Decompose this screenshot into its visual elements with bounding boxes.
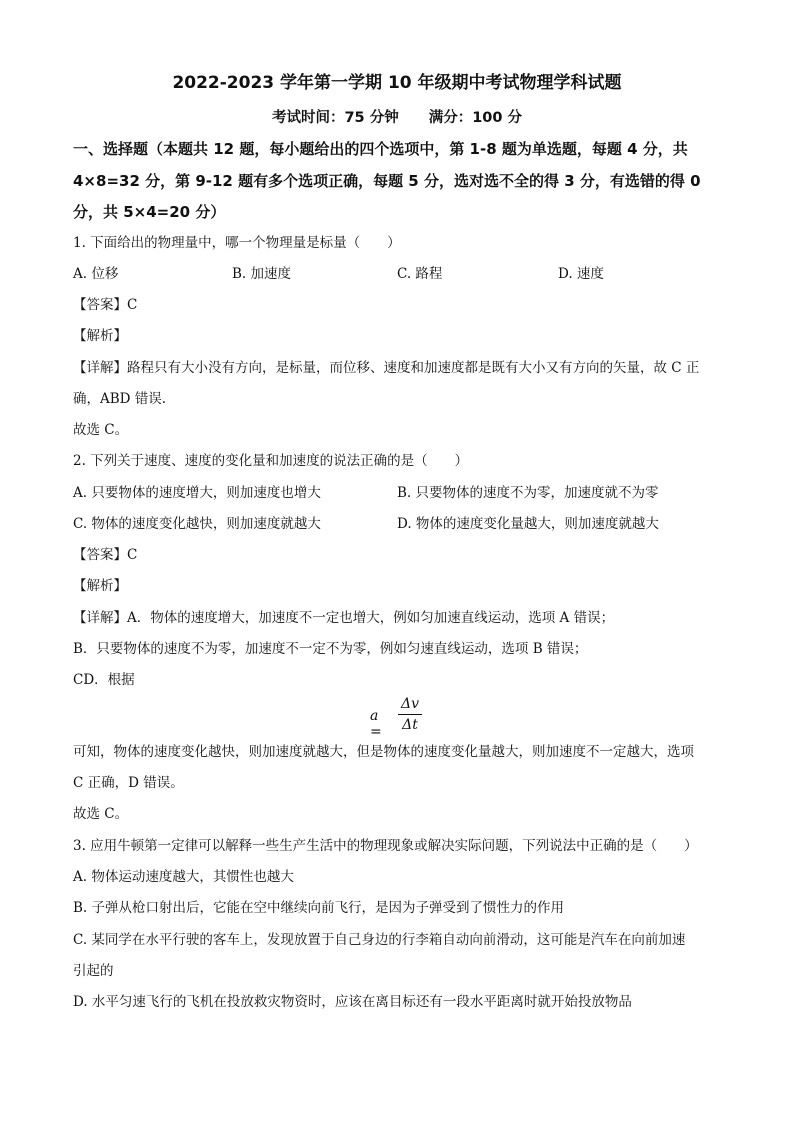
q2-detail-line-4: 可知，物体的速度变化越快，则加速度就越大，但是物体的速度变化量越大，则加速度不一定越大，选项 <box>73 744 694 760</box>
q2-choose: 故选 C。 <box>73 806 129 822</box>
q3-option-a: A. 物体运动速度越大，其惯性也越大 <box>73 869 294 885</box>
q2-detail-line-5: C 正确，D 错误。 <box>73 775 184 791</box>
formula-numerator: Δv <box>400 696 420 712</box>
q2-option-c: C. 物体的速度变化越快，则加速度就越大 <box>73 516 321 532</box>
q1-detail-line-1: 【详解】路程只有大小没有方向，是标量，而位移、速度和加速度都是既有大小又有方向的矢量，故 C 正 <box>73 360 700 376</box>
q1-option-a: A. 位移 <box>73 266 119 282</box>
q2-option-b: B. 只要物体的速度不为零，加速度就不为零 <box>397 485 659 501</box>
q1-choose: 故选 C。 <box>73 422 129 438</box>
page-title: 2022-2023 学年第一学期 10 年级期中考试物理学科试题 <box>172 73 622 93</box>
q2-detail-line-3: CD．根据 <box>73 672 135 688</box>
q3-option-c-line-2: 引起的 <box>73 963 114 979</box>
section-heading-line-3: 分，共 5×4=20 分） <box>73 203 226 221</box>
q2-answer: 【答案】C <box>73 547 138 563</box>
q2-detail-line-1: 【详解】A．物体的速度增大，加速度不一定也增大，例如匀加速直线运动，选项 A 错误； <box>73 610 615 626</box>
section-heading-line-1: 一、选择题（本题共 12 题，每小题给出的四个选项中，第 1-8 题为单选题，每题 4 分，共 <box>73 140 688 158</box>
q3-stem: 3. 应用牛顿第一定律可以解释一些生产生活中的物理现象或解决实际问题，下列说法中正确的是（ ） <box>73 838 698 854</box>
exam-time: 考试时间：75 分钟 <box>271 110 399 126</box>
exam-info <box>0 108 794 128</box>
section-heading-line-2: 4×8=32 分，第 9-12 题有多个选项正确，每题 5 分，选对选不全的得 3 分，有选错的得 0 <box>73 172 701 190</box>
q1-option-d: D. 速度 <box>558 266 604 282</box>
q1-stem: 1. 下面给出的物理量中，哪一个物理量是标量（ ） <box>73 235 401 251</box>
q1-option-b: B. 加速度 <box>232 266 292 282</box>
q3-option-b: B. 子弹从枪口射出后，它能在空中继续向前飞行，是因为子弹受到了惯性力的作用 <box>73 900 565 916</box>
q1-analysis-label: 【解析】 <box>73 328 127 344</box>
fraction-bar <box>398 714 422 715</box>
formula-lhs: a = <box>370 708 382 740</box>
formula-fraction <box>398 696 422 733</box>
q3-option-d: D. 水平匀速飞行的飞机在投放救灾物资时，应该在离目标还有一段水平距离时就开始投放物品 <box>73 994 632 1010</box>
q2-analysis-label: 【解析】 <box>73 578 127 594</box>
q1-detail-line-2: 确，ABD 错误. <box>73 391 167 407</box>
q1-answer: 【答案】C <box>73 297 138 313</box>
q3-option-c-line-1: C. 某同学在水平行驶的客车上，发现放置于自己身边的行李箱自动向前滑动，这可能是汽车在向前加速 <box>73 932 686 948</box>
q1-option-c: C. 路程 <box>397 266 443 282</box>
q2-option-a: A. 只要物体的速度增大，则加速度也增大 <box>73 485 321 501</box>
q2-option-d: D. 物体的速度变化量越大，则加速度就越大 <box>397 516 659 532</box>
formula-denominator: Δt <box>402 717 418 733</box>
full-score: 满分：100 分 <box>428 110 523 126</box>
q2-stem: 2. 下列关于速度、速度的变化量和加速度的说法正确的是（ ） <box>73 453 469 469</box>
q2-detail-line-2: B．只要物体的速度不为零，加速度不一定不为零，例如匀速直线运动，选项 B 错误； <box>73 641 588 657</box>
